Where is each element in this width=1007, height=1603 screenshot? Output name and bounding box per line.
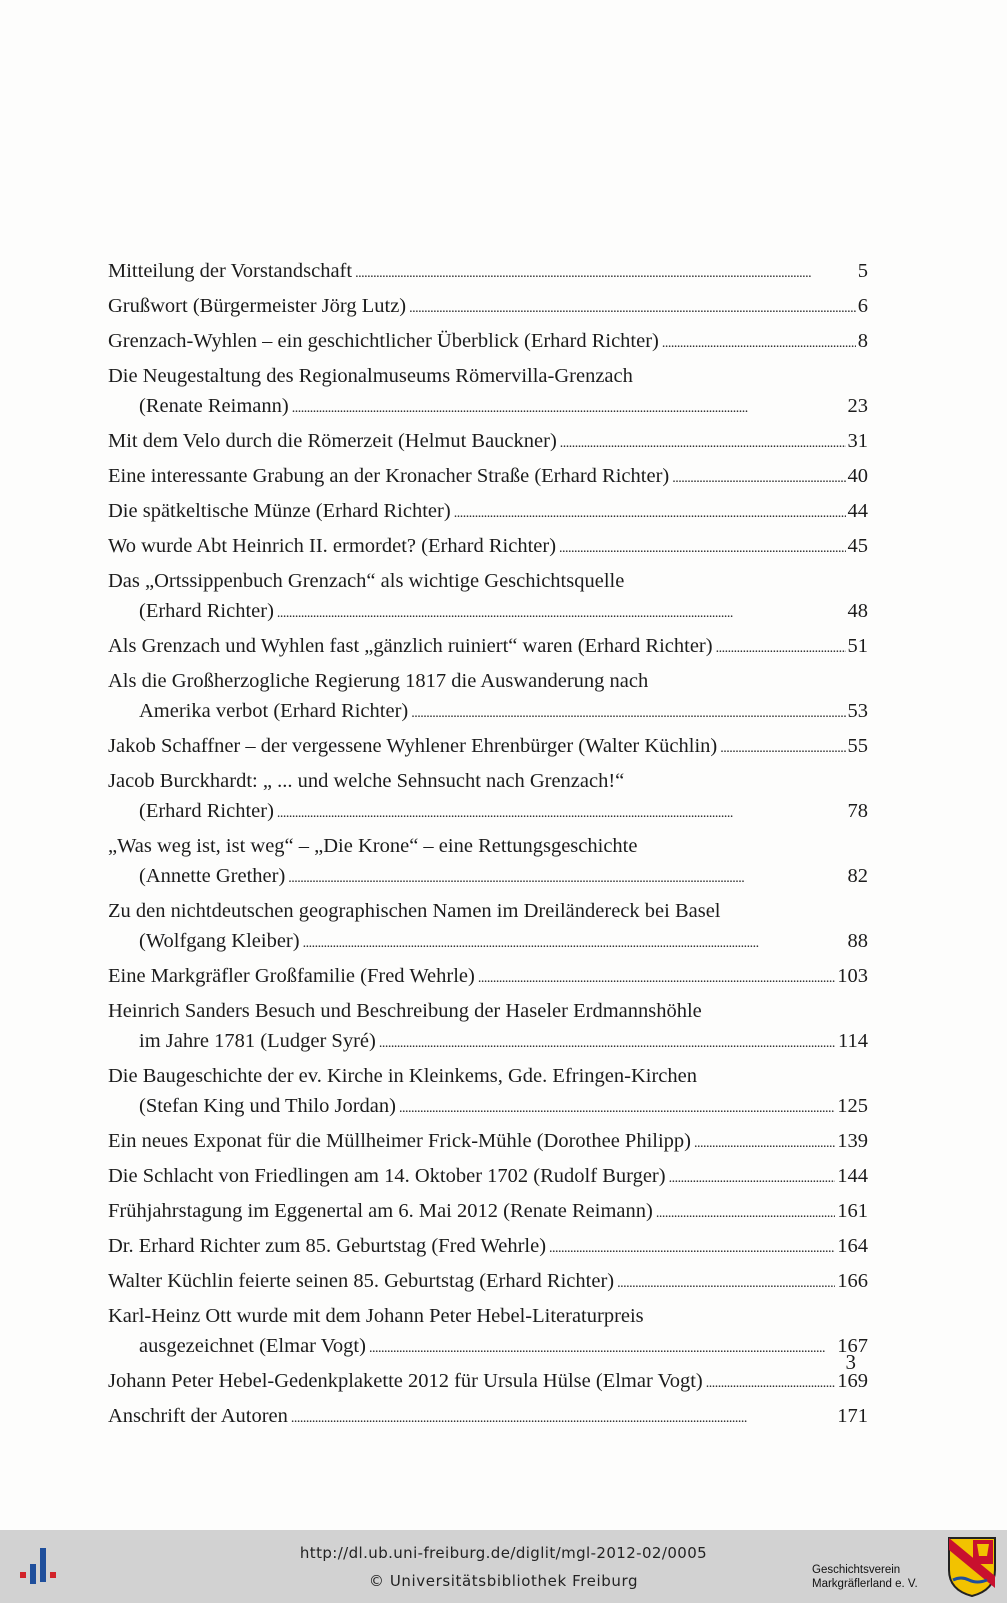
toc-entry[interactable] (108, 1401, 868, 1434)
dot-leader (277, 796, 846, 829)
toc-entry[interactable] (108, 496, 868, 529)
toc-entry-page: 139 (837, 1130, 868, 1152)
toc-entry-line (108, 1161, 868, 1194)
toc-entry-line (108, 1366, 868, 1399)
toc-entry-line (108, 1196, 868, 1229)
toc-entry-title: Anschrift der Autoren (108, 1405, 288, 1427)
toc-entry[interactable] (108, 1301, 868, 1364)
toc-entry-page: 144 (837, 1165, 868, 1187)
toc-entry-title: Eine interessante Grabung an der Kronacher Straße (Erhard Richter) (108, 465, 670, 487)
dot-leader (720, 731, 845, 764)
dot-leader (656, 1196, 835, 1229)
toc-entry-title: (Wolfgang Kleiber) (139, 930, 300, 952)
toc-entry-title: Als die Großherzogliche Regierung 1817 die Auswanderung nach (108, 670, 649, 692)
toc-entry-title: Jakob Schaffner – der vergessene Wyhlener Ehrenbürger (Walter Küchlin) (108, 735, 718, 757)
toc-entry-page: 166 (837, 1270, 868, 1292)
toc-entry-line (108, 326, 868, 359)
toc-entry-line (108, 926, 868, 959)
toc-entry[interactable] (108, 731, 868, 764)
dot-leader (288, 861, 845, 894)
toc-entry-page: 45 (847, 535, 868, 557)
toc-entry-title: Mit dem Velo durch die Römerzeit (Helmut Bauckner) (108, 430, 557, 452)
toc-entry-page: 8 (857, 330, 868, 352)
dot-leader (303, 926, 846, 959)
toc-entry[interactable] (108, 1366, 868, 1399)
toc-entry-page: 48 (847, 600, 868, 622)
toc-entry[interactable] (108, 256, 868, 289)
toc-entry-page: 44 (847, 500, 868, 522)
toc-entry[interactable] (108, 961, 868, 994)
toc-entry[interactable] (108, 531, 868, 564)
toc-entry-line (108, 961, 868, 994)
dot-leader (672, 461, 845, 494)
toc-entry-line (108, 1301, 868, 1331)
toc-entry-title: (Erhard Richter) (139, 800, 274, 822)
toc-entry-page: 169 (837, 1370, 868, 1392)
toc-entry-line (108, 861, 868, 894)
toc-entry-page: 125 (837, 1095, 868, 1117)
toc-entry-title: Als Grenzach und Wyhlen fast „gänzlich ruiniert“ waren (Erhard Richter) (108, 635, 713, 657)
toc-entry-line (108, 1401, 868, 1434)
toc-entry-page: 40 (847, 465, 868, 487)
toc-entry-line (108, 596, 868, 629)
toc-entry-page: 167 (837, 1335, 868, 1357)
toc-entry-title: Die Baugeschichte der ev. Kirche in Kleinkems, Gde. Efringen-Kirchen (108, 1065, 697, 1087)
toc-entry-line (108, 496, 868, 529)
toc-entry[interactable] (108, 996, 868, 1059)
toc-entry-page: 53 (847, 700, 868, 722)
toc-entry-title: Johann Peter Hebel-Gedenkplakette 2012 für Ursula Hülse (Elmar Vogt) (108, 1370, 703, 1392)
toc-entry[interactable] (108, 1196, 868, 1229)
toc-entry-title: Eine Markgräfler Großfamilie (Fred Wehrle) (108, 965, 475, 987)
toc-entry[interactable] (108, 566, 868, 629)
toc-entry-title: Ein neues Exponat für die Müllheimer Frick-Mühle (Dorothee Philipp) (108, 1130, 691, 1152)
toc-entry-page: 55 (847, 735, 868, 757)
toc-entry-line (108, 1061, 868, 1091)
toc-entry-line (108, 1126, 868, 1159)
toc-entry[interactable] (108, 291, 868, 324)
toc-entry-title: Frühjahrstagung im Eggenertal am 6. Mai 2012 (Renate Reimann) (108, 1200, 653, 1222)
toc-entry-title: „Was weg ist, ist weg“ – „Die Krone“ – eine Rettungsgeschichte (108, 835, 638, 857)
toc-entry-title: Die Neugestaltung des Regionalmuseums Römervilla-Grenzach (108, 365, 633, 387)
toc-entry-line (108, 831, 868, 861)
society-name (812, 1563, 918, 1591)
dot-leader (379, 1026, 836, 1059)
dot-leader (292, 391, 846, 424)
dot-leader (669, 1161, 836, 1194)
toc-entry[interactable] (108, 1126, 868, 1159)
toc-entry[interactable] (108, 831, 868, 894)
toc-entry[interactable] (108, 896, 868, 959)
toc-entry-line (108, 291, 868, 324)
table-of-contents (108, 256, 868, 1436)
toc-entry-title: im Jahre 1781 (Ludger Syré) (139, 1030, 376, 1052)
dot-leader (478, 961, 835, 994)
society-line-2: Markgräflerland e. V. (812, 1578, 918, 1590)
toc-entry-title: (Stefan King und Thilo Jordan) (139, 1095, 396, 1117)
toc-entry-page: 82 (847, 865, 868, 887)
toc-entry-title: Dr. Erhard Richter zum 85. Geburtstag (Fred Wehrle) (108, 1235, 547, 1257)
toc-entry[interactable] (108, 426, 868, 459)
dot-leader (454, 496, 846, 529)
dot-leader (277, 596, 846, 629)
toc-entry-page: 78 (847, 800, 868, 822)
toc-entry-line (108, 1266, 868, 1299)
toc-entry-title: Walter Küchlin feierte seinen 85. Geburtstag (Erhard Richter) (108, 1270, 615, 1292)
toc-entry-title: Grenzach-Wyhlen – ein geschichtlicher Überblick (Erhard Richter) (108, 330, 659, 352)
document-url-link[interactable]: http://dl.ub.uni-freiburg.de/diglit/mgl-2012-02/0005 (299, 1544, 708, 1562)
toc-entry[interactable] (108, 461, 868, 494)
toc-entry-line (108, 731, 868, 764)
dot-leader (694, 1126, 835, 1159)
toc-entry[interactable] (108, 766, 868, 829)
toc-entry-title: Die Schlacht von Friedlingen am 14. Oktober 1702 (Rudolf Burger) (108, 1165, 666, 1187)
toc-entry-page: 88 (847, 930, 868, 952)
toc-entry-page: 161 (837, 1200, 868, 1222)
toc-entry-title: Wo wurde Abt Heinrich II. ermordet? (Erhard Richter) (108, 535, 557, 557)
toc-entry[interactable] (108, 361, 868, 424)
dot-leader (559, 531, 845, 564)
toc-entry-line (108, 1026, 868, 1059)
toc-entry-page: 171 (837, 1405, 868, 1427)
toc-entry-page: 6 (857, 295, 868, 317)
toc-entry-page: 31 (847, 430, 868, 452)
toc-entry-line (108, 666, 868, 696)
toc-entry-line (108, 1091, 868, 1124)
toc-entry-line (108, 631, 868, 664)
toc-entry-line (108, 361, 868, 391)
dot-leader (706, 1366, 836, 1399)
toc-entry-line (108, 391, 868, 424)
dot-leader (355, 256, 856, 289)
dot-leader (716, 631, 846, 664)
dot-leader (549, 1231, 835, 1264)
toc-entry-title: Zu den nichtdeutschen geographischen Namen im Dreiländereck bei Basel (108, 900, 721, 922)
toc-entry[interactable] (108, 631, 868, 664)
coat-of-arms-icon (947, 1536, 997, 1598)
toc-entry[interactable] (108, 1061, 868, 1124)
copyright-text: © Universitätsbibliothek Freiburg (368, 1572, 639, 1590)
toc-entry-line (108, 566, 868, 596)
dot-leader (369, 1331, 835, 1364)
toc-entry-title: ausgezeichnet (Elmar Vogt) (139, 1335, 366, 1357)
toc-entry-title: Karl-Heinz Ott wurde mit dem Johann Peter Hebel-Literaturpreis (108, 1305, 644, 1327)
toc-entry-line (108, 461, 868, 494)
dot-leader (617, 1266, 835, 1299)
toc-entry[interactable] (108, 1161, 868, 1194)
toc-entry-page: 23 (847, 395, 868, 417)
toc-entry-line (108, 426, 868, 459)
toc-entry-page: 5 (857, 260, 868, 282)
toc-entry-title: Heinrich Sanders Besuch und Beschreibung der Haseler Erdmannshöhle (108, 1000, 702, 1022)
toc-entry-page: 103 (837, 965, 868, 987)
toc-entry-line (108, 796, 868, 829)
dot-leader (662, 326, 856, 359)
dot-leader (409, 291, 856, 324)
toc-entry[interactable] (108, 1266, 868, 1299)
dot-leader (560, 426, 846, 459)
toc-entry-line (108, 1231, 868, 1264)
toc-entry-title: Jacob Burckhardt: „ ... und welche Sehnsucht nach Grenzach!“ (108, 770, 625, 792)
toc-entry-line (108, 896, 868, 926)
toc-entry-title: (Annette Grether) (139, 865, 286, 887)
dot-leader (291, 1401, 835, 1434)
toc-entry[interactable] (108, 666, 868, 729)
toc-entry-page: 114 (838, 1030, 868, 1052)
toc-entry[interactable] (108, 1231, 868, 1264)
toc-entry-line (108, 996, 868, 1026)
toc-entry-title: Die spätkeltische Münze (Erhard Richter) (108, 500, 451, 522)
dot-leader (411, 696, 845, 729)
toc-entry-line (108, 531, 868, 564)
toc-entry-title: Amerika verbot (Erhard Richter) (139, 700, 409, 722)
society-line-1: Geschichtsverein (812, 1564, 901, 1576)
toc-entry-line (108, 696, 868, 729)
toc-entry[interactable] (108, 326, 868, 359)
toc-entry-page: 164 (837, 1235, 868, 1257)
page-number: 3 (845, 1350, 856, 1374)
footer-bar (0, 1530, 1007, 1603)
toc-entry-page: 51 (847, 635, 868, 657)
toc-entry-line (108, 766, 868, 796)
toc-entry-title: Grußwort (Bürgermeister Jörg Lutz) (108, 295, 407, 317)
toc-entry-title: (Renate Reimann) (139, 395, 289, 417)
dot-leader (399, 1091, 835, 1124)
toc-entry-line (108, 1331, 868, 1364)
toc-entry-line (108, 256, 868, 289)
toc-entry-title: (Erhard Richter) (139, 600, 274, 622)
toc-entry-title: Mitteilung der Vorstandschaft (108, 260, 353, 282)
toc-entry-title: Das „Ortssippenbuch Grenzach“ als wichtige Geschichtsquelle (108, 570, 625, 592)
